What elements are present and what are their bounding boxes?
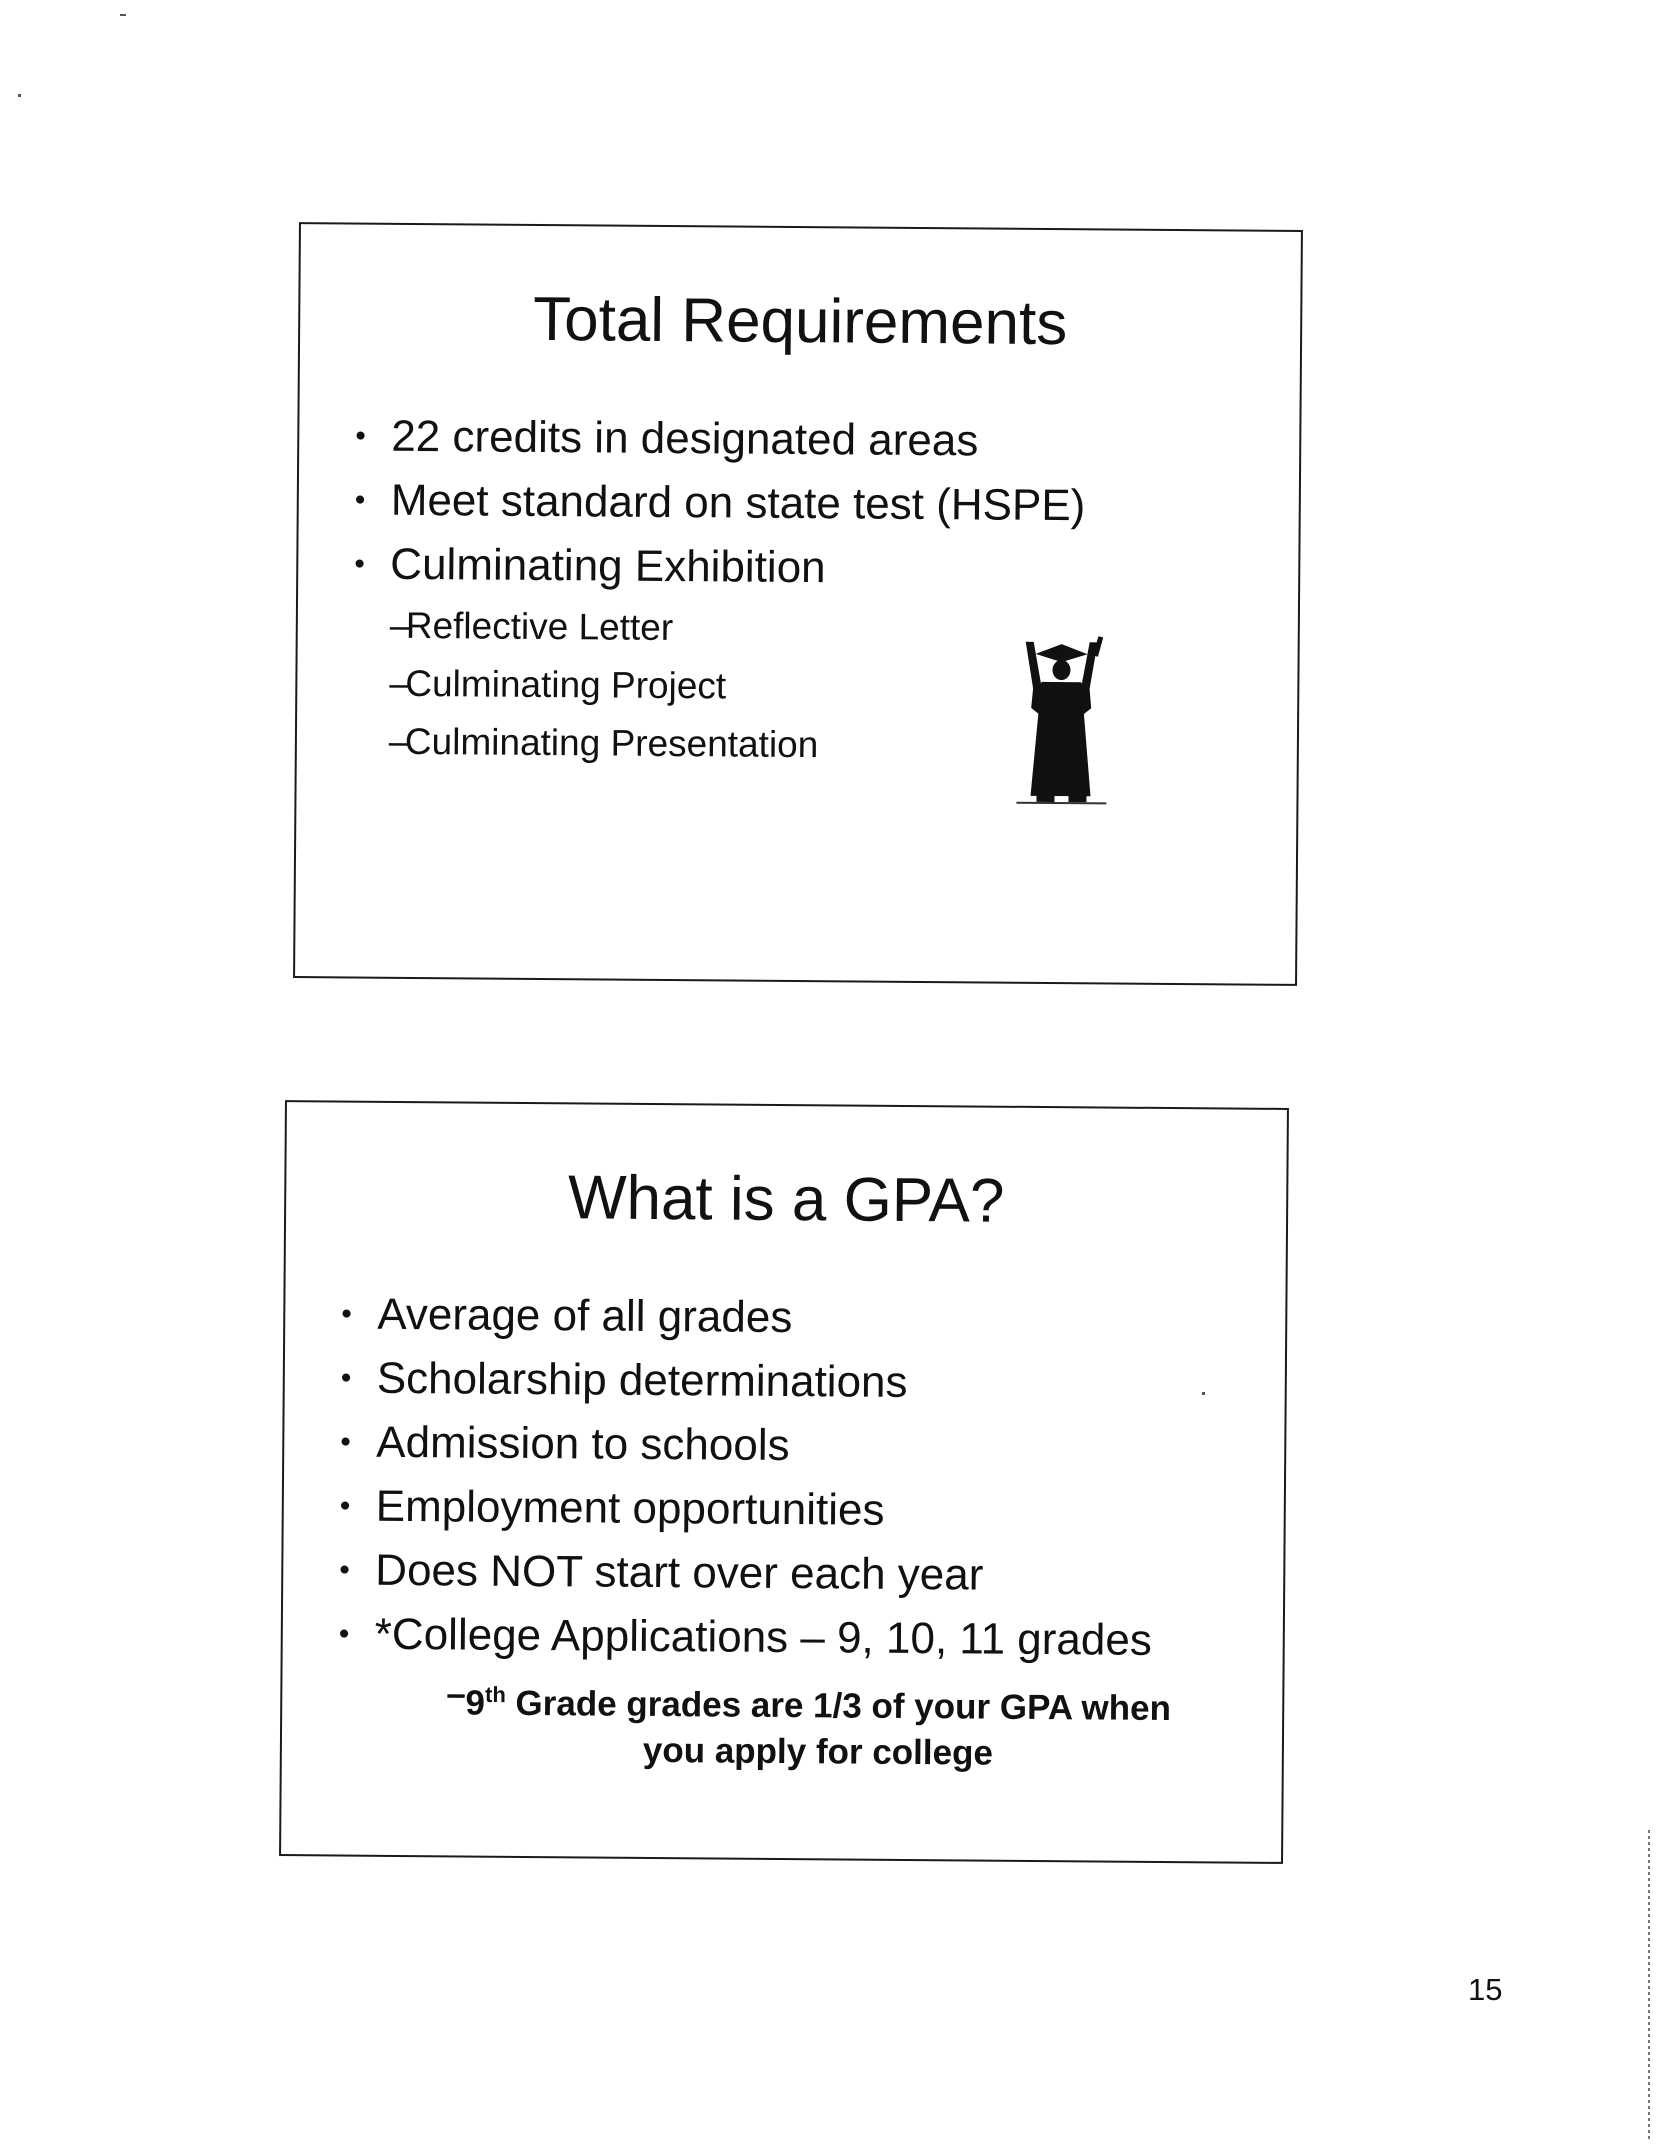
graduate-silhouette-icon (1010, 636, 1111, 817)
note-line-2: you apply for college (642, 1730, 994, 1773)
note-line-1-rest: Grade grades are 1/3 of your GPA when (505, 1683, 1172, 1728)
bullet-item (354, 533, 1214, 604)
bullet-icon: • (354, 483, 366, 517)
bullet-text: Culminating Exhibition (390, 539, 826, 593)
bullet-icon: • (341, 1297, 352, 1331)
page-number: 15 (1468, 1972, 1503, 2007)
slide-title: What is a GPA? (567, 1163, 1005, 1236)
bullet-item (341, 1283, 1241, 1354)
bullet-icon: • (340, 1425, 351, 1459)
bullet-list (338, 1283, 1242, 1779)
slide-title: Total Requirements (532, 284, 1068, 359)
bullet-text: 22 credits in designated areas (391, 411, 979, 466)
scan-speck (18, 94, 21, 97)
bullet-icon: • (338, 1617, 350, 1651)
bullet-text: Meet standard on state test (HSPE) (390, 475, 1086, 531)
bullet-text: Does NOT start over each year (375, 1545, 984, 1600)
bullet-item (355, 405, 1215, 476)
page-edge-shadow (1648, 1830, 1650, 2140)
bullet-text: Scholarship determinations (376, 1353, 908, 1407)
bullet-item (340, 1475, 1240, 1546)
scan-speck (1202, 1392, 1205, 1395)
bullet-item (340, 1411, 1240, 1482)
bullet-item (339, 1603, 1239, 1674)
slide-total-requirements (293, 222, 1303, 986)
bullet-icon: • (355, 419, 366, 453)
bullet-text: Average of all grades (377, 1289, 793, 1343)
bullet-item (355, 469, 1215, 540)
bullet-icon: • (339, 1553, 350, 1587)
note-line-1 (465, 1683, 1171, 1728)
sub-bullet-text: Culminating Presentation (404, 720, 819, 766)
bullet-icon: • (339, 1489, 351, 1523)
gpa-note (338, 1671, 1239, 1779)
bullet-item (341, 1347, 1241, 1418)
slide-what-is-gpa (279, 1100, 1289, 1864)
bullet-text: Employment opportunities (375, 1481, 885, 1535)
scan-speck (120, 14, 126, 16)
sub-bullet-text: Reflective Letter (405, 604, 674, 649)
bullet-text: *College Applications – 9, 10, 11 grades (374, 1609, 1153, 1665)
sub-bullet-text: Culminating Project (405, 662, 727, 707)
dash-icon: – (446, 1674, 466, 1714)
bullet-icon: • (354, 547, 365, 581)
bullet-text: Admission to schools (376, 1417, 790, 1471)
note-superscript: th (484, 1681, 506, 1707)
bullet-icon: • (340, 1361, 352, 1395)
dash-icon: – (388, 720, 410, 762)
dash-icon: – (389, 604, 411, 646)
dash-icon: – (389, 662, 411, 704)
note-prefix: 9 (465, 1683, 486, 1723)
bullet-item (339, 1539, 1239, 1610)
